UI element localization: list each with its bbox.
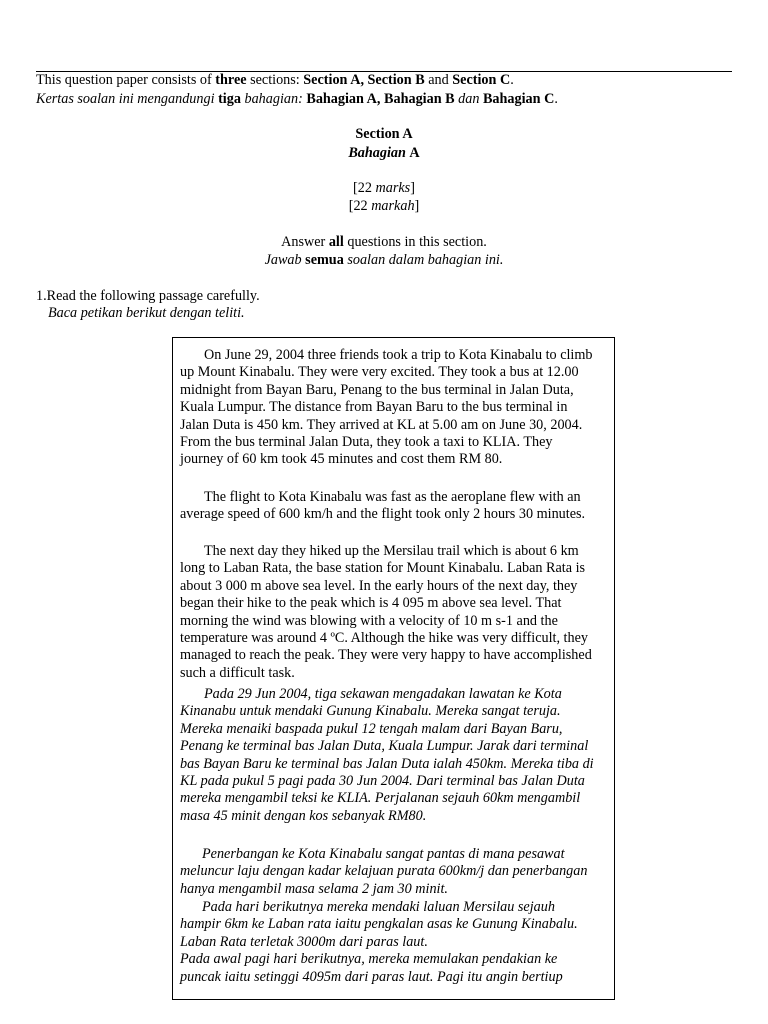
passage-paragraph-6-ms: Pada hari berikutnya mereka mendaki laluan Mersilau sejauh hampir 6km ke Laban rata iaitu pengkalan asas ke Gunung Kinabalu. Laban Rata terletak 3000m dari paras laut. Pada awal pagi hari berikutnya, mereka memulakan pendakian ke puncak iaitu setinggi 4095m dari paras laut. Pagi itu angin bertiup	[180, 899, 578, 985]
sections-statement-ms: Kertas soalan ini mengandungi tiga bahagian: Bahagian A, Bahagian B dan Bahagian C.	[36, 91, 558, 107]
question-1-prompt-en: 1.Read the following passage carefully.	[36, 288, 260, 304]
sections-statement-en: This question paper consists of three sections: Section A, Section B and Section C.	[36, 72, 514, 88]
passage-paragraph-1: On June 29, 2004 three friends took a trip to Kota Kinabalu to climb up Mount Kinabalu. They were very excited. They took a bus at 12.00 midnight from Bayan Baru, Penang to the bus terminal in Jalan Duta, Kuala Lumpur. The distance from Bayan Baru to the bus terminal in Jalan Duta is 450 km. They arrived at KL at 5.00 am on June 30, 2004. From the bus terminal Jalan Duta, they took a taxi to KLIA. They journey of 60 km took 45 minutes and cost them RM 80.	[180, 347, 593, 468]
instruction-ms: Jawab semua soalan dalam bahagian ini.	[264, 252, 504, 268]
passage-paragraph-2: The flight to Kota Kinabalu was fast as the aeroplane flew with an average speed of 600 km/h and the flight took only 2 hours 30 minutes.	[180, 489, 586, 523]
marks-en: [22 marks]	[353, 180, 415, 196]
question-1-prompt-ms: Baca petikan berikut dengan teliti.	[48, 305, 245, 321]
passage-paragraph-3: The next day they hiked up the Mersilau trail which is about 6 km long to Laban Rata, the base station for Mount Kinabalu. Laban Rata is about 3 000 m above sea level. In the early hours of the next day, they began their hike to the peak which is 4 095 m above sea level. That morning the wind was blowing with a velocity of 10 m s-1 and the temperature was around 4 ºC. Although the hike was very difficult, they managed to reach the peak. They were very happy to have accomplished such a difficult task.	[180, 543, 592, 681]
marks-ms: [22 markah]	[348, 198, 420, 214]
passage-paragraph-5-ms: Penerbangan ke Kota Kinabalu sangat pantas di mana pesawat meluncur laju dengan kadar kelajuan purata 600km/j dan penerbangan hanya mengambil masa selama 2 jam 30 minit.	[180, 846, 588, 897]
instruction-en: Answer all questions in this section.	[281, 234, 487, 250]
passage-paragraph-4-ms: Pada 29 Jun 2004, tiga sekawan mengadakan lawatan ke Kota Kinanabu untuk mendaki Gunung Kinabalu. Mereka sangat teruja. Mereka menaiki baspada pukul 12 tengah malam dari Bayan Baru, Penang ke terminal bas Jalan Duta, Kuala Lumpur. Jarak dari terminal bas Bayan Baru ke terminal bas Jalan Duta ialah 450km. Mereka tiba di KL pada pukul 5 pagi pada 30 Jun 2004. Dari terminal bas Jalan Duta mereka mengambil teksi ke KLIA. Perjalanan sejauh 60km mengambil masa 45 minit dengan kos sebanyak RM80.	[180, 686, 594, 824]
section-title-ms: Bahagian A	[348, 145, 420, 161]
section-title: Section A	[355, 126, 413, 142]
